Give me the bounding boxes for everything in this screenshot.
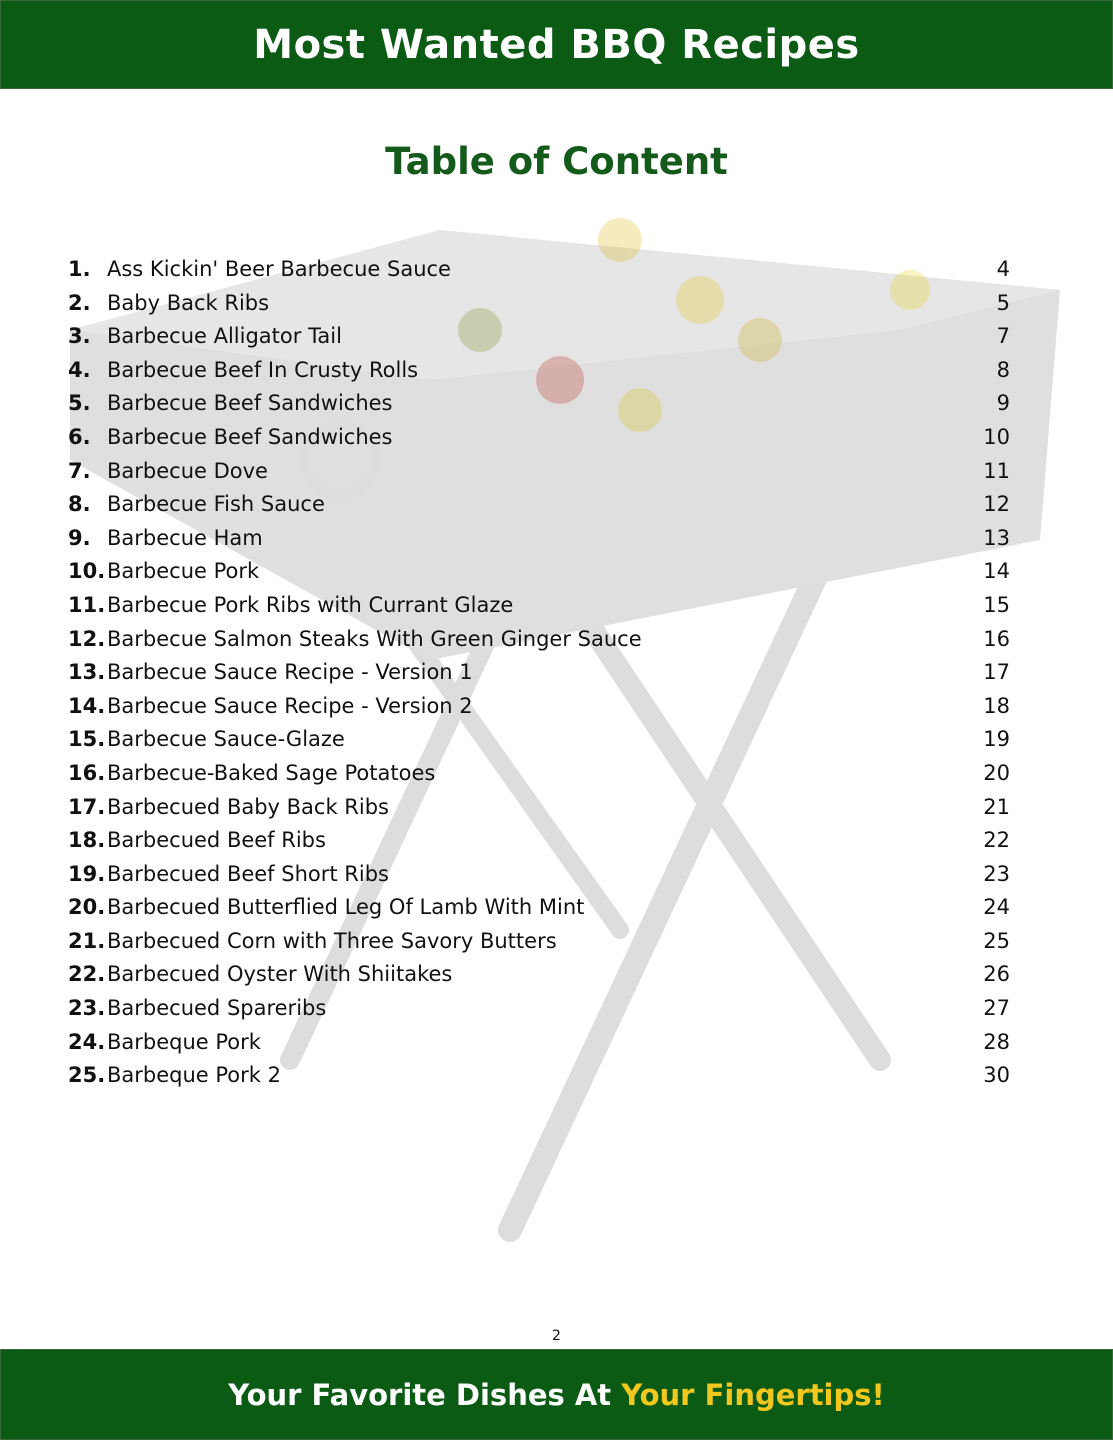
toc-entry-title: Barbecued Spareribs bbox=[107, 996, 327, 1021]
toc-entry-title: Barbecue Pork bbox=[107, 559, 260, 584]
toc-entry-title: Barbecued Beef Short Ribs bbox=[107, 861, 389, 886]
toc-entry[interactable] bbox=[68, 891, 1012, 925]
toc-entry-page: 14 bbox=[983, 559, 1010, 584]
toc-entry-page: 7 bbox=[996, 324, 1010, 349]
toc-entry-title: Barbecue Sauce Recipe - Version 1 bbox=[107, 660, 473, 685]
toc-entry-page: 12 bbox=[983, 492, 1010, 517]
toc-entry[interactable] bbox=[68, 858, 1012, 892]
toc-entry[interactable] bbox=[68, 824, 1012, 858]
toc-entry-number: 24. bbox=[68, 1029, 106, 1054]
toc-entry-title: Barbecued Oyster With Shiitakes bbox=[107, 962, 453, 987]
page-number: 2 bbox=[552, 1328, 561, 1344]
toc-entry-page: 23 bbox=[983, 861, 1010, 886]
toc-entry-title: Barbecue Dove bbox=[107, 458, 268, 483]
toc-entry-page: 4 bbox=[996, 257, 1010, 281]
toc-entry-title: Barbecue Beef In Crusty Rolls bbox=[107, 357, 419, 382]
toc-entry-title: Ass Kickin' Beer Barbecue Sauce bbox=[107, 257, 451, 281]
toc-entry-number: 14. bbox=[68, 693, 106, 718]
toc-entry-number: 11. bbox=[68, 592, 106, 617]
toc-entry-number: 2. bbox=[68, 290, 91, 315]
table-of-contents bbox=[68, 253, 1012, 1093]
toc-entry-page: 13 bbox=[983, 525, 1010, 550]
toc-entry-title: Barbecue Pork Ribs with Currant Glaze bbox=[107, 592, 514, 617]
toc-entry-page: 8 bbox=[996, 357, 1010, 382]
toc-entry-title: Barbecued Beef Ribs bbox=[107, 828, 326, 853]
toc-entry[interactable] bbox=[68, 421, 1012, 455]
page-title: Table of Content bbox=[385, 140, 728, 183]
toc-entry[interactable] bbox=[68, 1059, 1012, 1093]
toc-entry-number: 16. bbox=[68, 760, 106, 785]
toc-entry[interactable] bbox=[68, 320, 1012, 354]
toc-entry-page: 19 bbox=[983, 727, 1010, 752]
toc-entry-number: 20. bbox=[68, 895, 106, 920]
toc-entry-number: 12. bbox=[68, 626, 106, 651]
toc-entry[interactable] bbox=[68, 253, 1012, 287]
toc-entry-title: Barbecue Beef Sandwiches bbox=[107, 391, 393, 416]
toc-entry-title: Barbecue Sauce Recipe - Version 2 bbox=[107, 693, 473, 718]
toc-entry-title: Barbeque Pork bbox=[107, 1029, 261, 1054]
toc-entry-page: 25 bbox=[983, 928, 1010, 953]
toc-entry-page: 10 bbox=[983, 424, 1010, 449]
toc-entry[interactable] bbox=[68, 623, 1012, 657]
toc-entry-number: 18. bbox=[68, 828, 106, 853]
toc-entry[interactable] bbox=[68, 992, 1012, 1026]
toc-entry-title: Barbecue Beef Sandwiches bbox=[107, 424, 393, 449]
toc-entry-number: 4. bbox=[68, 357, 91, 382]
toc-entry-number: 10. bbox=[68, 559, 106, 584]
toc-entry-number: 7. bbox=[68, 458, 91, 483]
toc-entry-number: 6. bbox=[68, 424, 91, 449]
toc-entry[interactable] bbox=[68, 522, 1012, 556]
toc-entry-page: 26 bbox=[983, 962, 1010, 987]
toc-entry[interactable] bbox=[68, 791, 1012, 825]
toc-entry-number: 19. bbox=[68, 861, 106, 886]
toc-entry-number: 8. bbox=[68, 492, 91, 517]
toc-entry-number: 25. bbox=[68, 1063, 106, 1088]
toc-entry[interactable] bbox=[68, 555, 1012, 589]
toc-entry-number: 9. bbox=[68, 525, 91, 550]
toc-entry-title: Barbecue Alligator Tail bbox=[107, 324, 342, 349]
footer-text: Your Favorite Dishes At bbox=[228, 1378, 622, 1412]
toc-entry-number: 5. bbox=[68, 391, 91, 416]
toc-entry-number: 17. bbox=[68, 794, 106, 819]
toc-entry-title: Baby Back Ribs bbox=[107, 290, 270, 315]
toc-entry-title: Barbecued Corn with Three Savory Butters bbox=[107, 928, 557, 953]
toc-entry-page: 17 bbox=[983, 660, 1010, 685]
toc-entry[interactable] bbox=[68, 287, 1012, 321]
toc-entry-page: 20 bbox=[983, 760, 1010, 785]
toc-entry[interactable] bbox=[68, 757, 1012, 791]
toc-entry-number: 23. bbox=[68, 996, 106, 1021]
toc-entry-page: 16 bbox=[983, 626, 1010, 651]
toc-entry-title: Barbecue Salmon Steaks With Green Ginger Sauce bbox=[107, 626, 642, 651]
header-title: Most Wanted BBQ Recipes bbox=[253, 22, 860, 68]
toc-entry-title: Barbecue-Baked Sage Potatoes bbox=[107, 760, 436, 785]
toc-entry[interactable] bbox=[68, 455, 1012, 489]
toc-entry[interactable] bbox=[68, 958, 1012, 992]
toc-entry-page: 27 bbox=[983, 996, 1010, 1021]
toc-entry-page: 22 bbox=[983, 828, 1010, 853]
toc-entry[interactable] bbox=[68, 354, 1012, 388]
toc-entry[interactable] bbox=[68, 925, 1012, 959]
footer-banner bbox=[0, 1349, 1113, 1440]
toc-entry-title: Barbecue Sauce-Glaze bbox=[107, 727, 345, 752]
toc-entry-page: 5 bbox=[996, 290, 1010, 315]
toc-entry-title: Barbeque Pork 2 bbox=[107, 1063, 281, 1088]
toc-entry-page: 11 bbox=[983, 458, 1010, 483]
toc-entry-number: 21. bbox=[68, 928, 106, 953]
toc-entry[interactable] bbox=[68, 488, 1012, 522]
toc-entry-number: 3. bbox=[68, 324, 91, 349]
toc-entry[interactable] bbox=[68, 690, 1012, 724]
toc-entry-page: 18 bbox=[983, 693, 1010, 718]
toc-entry-number: 22. bbox=[68, 962, 106, 987]
toc-entry-number: 1. bbox=[68, 257, 91, 281]
toc-entry-number: 15. bbox=[68, 727, 106, 752]
toc-entry-page: 30 bbox=[983, 1063, 1010, 1088]
toc-entry[interactable] bbox=[68, 589, 1012, 623]
toc-entry-title: Barbecue Fish Sauce bbox=[107, 492, 325, 517]
toc-entry-page: 24 bbox=[983, 895, 1010, 920]
toc-entry-number: 13. bbox=[68, 660, 106, 685]
toc-entry-title: Barbecued Baby Back Ribs bbox=[107, 794, 390, 819]
toc-entry[interactable] bbox=[68, 387, 1012, 421]
toc-entry[interactable] bbox=[68, 1026, 1012, 1060]
toc-entry-page: 15 bbox=[983, 592, 1010, 617]
toc-entry-title: Barbecue Ham bbox=[107, 525, 263, 550]
footer-accent-text: Your Fingertips! bbox=[621, 1378, 885, 1412]
toc-entry[interactable] bbox=[68, 723, 1012, 757]
toc-entry-title: Barbecued Butterflied Leg Of Lamb With Mint bbox=[107, 895, 585, 920]
toc-entry-page: 21 bbox=[983, 794, 1010, 819]
toc-entry-page: 28 bbox=[983, 1029, 1010, 1054]
toc-entry-page: 9 bbox=[996, 391, 1010, 416]
toc-entry[interactable] bbox=[68, 656, 1012, 690]
